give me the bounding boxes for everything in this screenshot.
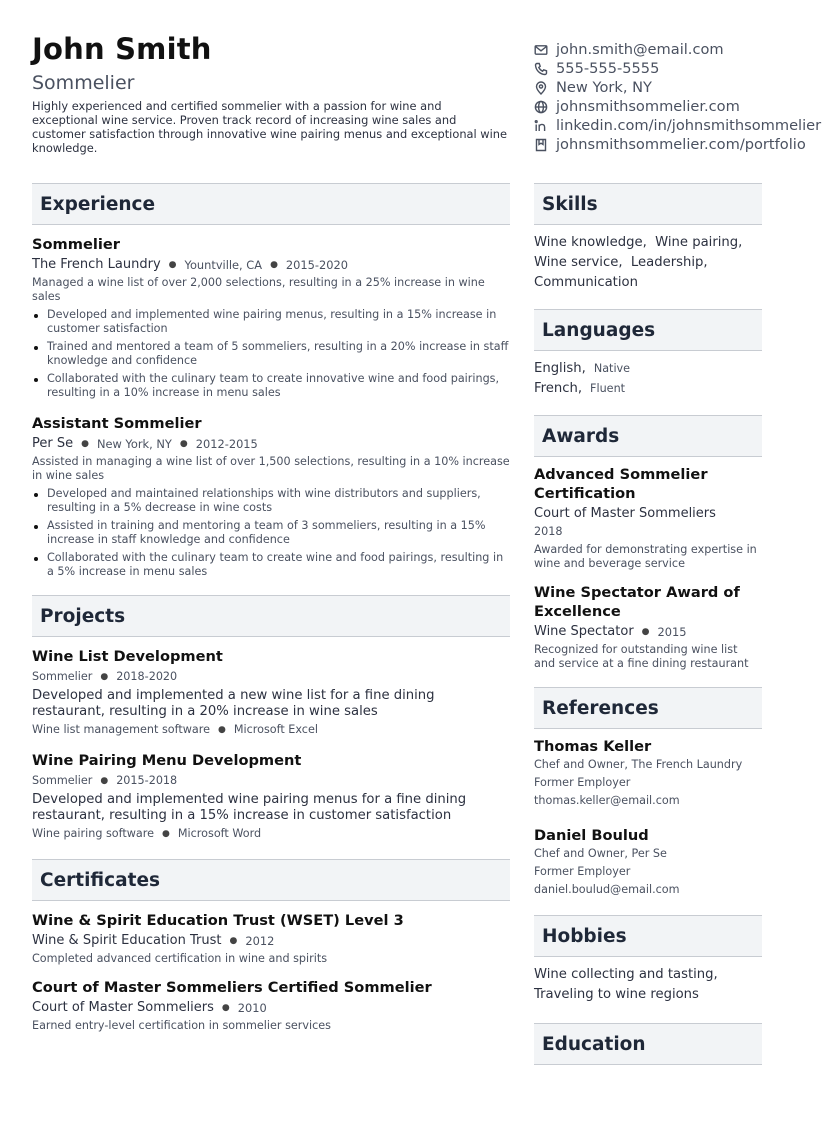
- reference-email[interactable]: thomas.keller@email.com: [534, 794, 680, 807]
- hobby-item: Wine collecting and tasting: [534, 967, 714, 982]
- separator-dot: ●: [81, 439, 89, 449]
- experience-entry: [32, 235, 510, 400]
- portfolio-icon: [534, 138, 548, 152]
- certificate-meta: [32, 932, 510, 950]
- separator-dot: ●: [270, 260, 278, 270]
- project-meta: [32, 772, 510, 790]
- contact-location: [534, 78, 834, 97]
- job-bullet: Developed and implemented wine pairing menus, resulting in a 15% increase in customer satisfaction: [32, 308, 510, 336]
- award-issuer: Court of Master Sommeliers: [534, 506, 716, 521]
- projects-heading: Projects: [32, 595, 510, 637]
- reference-position: Chef and Owner, The French Laundry: [534, 758, 743, 771]
- certificate-issuer: Wine & Spirit Education Trust: [32, 933, 222, 948]
- experience-entry: [32, 414, 510, 579]
- reference-email[interactable]: daniel.boulud@email.com: [534, 883, 680, 896]
- mail-icon: [534, 43, 548, 57]
- languages-list: [534, 359, 762, 399]
- skill-item: Leadership: [630, 255, 704, 270]
- phone-icon: [534, 62, 548, 76]
- certificate-year: 2010: [237, 1001, 267, 1015]
- hobbies-list: Wine collecting and tasting, Traveling to wine regions: [534, 967, 718, 1002]
- certificate-issuer: Court of Master Sommeliers: [32, 1000, 214, 1015]
- globe-icon: [534, 100, 548, 114]
- certificate-title: Wine & Spirit Education Trust (WSET) Level 3: [32, 912, 404, 929]
- skill-item: Wine service: [534, 255, 619, 270]
- project-tools: [32, 723, 510, 737]
- certificate-meta: [32, 999, 510, 1017]
- reference-position: Chef and Owner, Per Se: [534, 847, 667, 860]
- language-item: English , Native: [534, 359, 762, 379]
- reference-name: Daniel Boulud: [534, 827, 649, 844]
- award-entry: [534, 583, 762, 671]
- contact-linkedin-text: linkedin.com/in/johnsmithsommelier: [556, 117, 822, 134]
- separator-dot: ●: [162, 829, 170, 839]
- job-dates: 2012-2015: [195, 437, 258, 451]
- contact-email-text: john.smith@email.com: [556, 41, 724, 58]
- map-pin-icon: [534, 81, 548, 95]
- job-meta: [32, 256, 510, 274]
- reference-entry: [534, 826, 762, 899]
- project-tool: Wine list management software: [32, 723, 210, 736]
- project-meta: [32, 668, 510, 686]
- job-bullet: Assisted in training and mentoring a team of 3 sommeliers, resulting in a 15% increase in staff knowledge and confidence: [32, 519, 510, 547]
- contact-portfolio-text: johnsmithsommelier.com/portfolio: [556, 136, 806, 153]
- award-issuer: Wine Spectator: [534, 624, 634, 639]
- project-entry: [32, 647, 510, 737]
- main-column: [32, 183, 510, 1045]
- job-dates: 2015-2020: [285, 258, 349, 272]
- contact-linkedin[interactable]: [534, 116, 834, 135]
- project-description: Developed and implemented wine pairing menus for a fine dining restaurant, resulting in a 15% increase in customer satisfaction: [32, 792, 467, 823]
- certificates-heading: Certificates: [32, 859, 510, 901]
- reference-relation: Former Employer: [534, 776, 631, 789]
- project-dates: 2015-2018: [116, 774, 178, 787]
- job-meta: [32, 435, 510, 453]
- language-level: Native: [593, 362, 631, 375]
- language-name: English: [534, 361, 582, 376]
- language-name: French: [534, 381, 578, 396]
- company-name: The French Laundry: [32, 257, 161, 272]
- job-bullet: Trained and mentored a team of 5 sommeliers, resulting in a 20% increase in staff knowledge and confidence: [32, 340, 510, 368]
- skill-item: Communication: [534, 275, 638, 290]
- experience-heading: Experience: [32, 183, 510, 225]
- job-summary: Assisted in managing a wine list of over 1,500 selections, resulting in a 10% increase in wine sales: [32, 455, 510, 482]
- job-title: Assistant Sommelier: [32, 415, 202, 432]
- contact-website[interactable]: [534, 97, 834, 116]
- project-tool: Microsoft Word: [177, 827, 262, 840]
- award-title: Advanced Sommelier Certification: [534, 466, 708, 502]
- project-role: Sommelier: [32, 670, 93, 683]
- project-tool: Microsoft Excel: [233, 723, 318, 736]
- references-heading: References: [534, 687, 762, 729]
- separator-dot: ●: [641, 627, 650, 637]
- company-name: Per Se: [32, 436, 74, 451]
- reference-entry: [534, 737, 762, 810]
- languages-heading: Languages: [534, 309, 762, 351]
- candidate-name: John Smith: [32, 32, 212, 66]
- linkedin-icon: [534, 119, 548, 133]
- project-dates: 2018-2020: [116, 670, 178, 683]
- awards-heading: Awards: [534, 415, 762, 457]
- job-bullets: [32, 308, 510, 400]
- separator-dot: ●: [221, 1003, 230, 1013]
- award-description: Recognized for outstanding wine list and service at a fine dining restaurant: [534, 643, 749, 670]
- profile-summary: Highly experienced and certified sommelier with a passion for wine and exceptional wine service. Proven track record of increasing wine sales and customer satisfaction through innovative wine pairing menus and exceptional wine knowledge.: [32, 99, 508, 155]
- separator-dot: ●: [168, 260, 177, 270]
- separator-dot: ●: [179, 439, 188, 449]
- job-bullet: Collaborated with the culinary team to create wine and food pairings, resulting in a 5% increase in menu sales: [32, 551, 510, 579]
- project-role: Sommelier: [32, 774, 93, 787]
- contact-phone-text: 555-555-5555: [556, 60, 660, 77]
- certificate-entry: [32, 911, 510, 966]
- contact-portfolio[interactable]: [534, 135, 834, 154]
- separator-dot: ●: [217, 725, 226, 735]
- contact-phone[interactable]: [534, 59, 834, 78]
- certificate-description: Earned entry-level certification in sommelier services: [32, 1019, 331, 1032]
- language-level: Fluent: [590, 382, 626, 395]
- certificate-entry: [32, 978, 510, 1033]
- project-tools: [32, 827, 510, 841]
- contact-location-text: New York, NY: [556, 79, 652, 96]
- award-year: 2015: [657, 625, 687, 639]
- project-description: Developed and implemented a new wine list for a fine dining restaurant, resulting in a 20% increase in wine sales: [32, 688, 435, 719]
- education-heading: Education: [534, 1023, 762, 1065]
- job-bullet: Collaborated with the culinary team to create innovative wine and food pairings, resulting in a 10% increase in menu sales: [32, 372, 510, 400]
- award-year: 2018: [534, 525, 563, 538]
- award-meta: [534, 623, 762, 641]
- award-entry: [534, 465, 762, 571]
- job-title: Sommelier: [32, 236, 120, 253]
- job-summary: Managed a wine list of over 2,000 selections, resulting in a 25% increase in wine sales: [32, 276, 485, 303]
- candidate-title: Sommelier: [32, 72, 135, 94]
- skill-item: Wine knowledge: [534, 235, 643, 250]
- certificate-title: Court of Master Sommeliers Certified Sommelier: [32, 979, 432, 996]
- separator-dot: ●: [229, 936, 238, 946]
- separator-dot: ●: [100, 776, 109, 786]
- project-entry: [32, 751, 510, 841]
- contact-website-text: johnsmithsommelier.com: [556, 98, 740, 115]
- reference-relation: Former Employer: [534, 865, 631, 878]
- skills-list: Wine knowledge, Wine pairing, Wine service, Leadership, Communication: [534, 235, 743, 290]
- project-title: Wine Pairing Menu Development: [32, 752, 302, 769]
- certificate-description: Completed advanced certification in wine and spirits: [32, 952, 328, 965]
- reference-name: Thomas Keller: [534, 738, 652, 755]
- contact-email[interactable]: [534, 40, 834, 59]
- separator-dot: ●: [100, 672, 109, 682]
- project-tool: Wine pairing software: [32, 827, 155, 840]
- project-title: Wine List Development: [32, 648, 223, 665]
- hobby-item: Traveling to wine regions: [534, 987, 699, 1002]
- award-description: Awarded for demonstrating expertise in wine and beverage service: [534, 543, 757, 570]
- hobbies-heading: Hobbies: [534, 915, 762, 957]
- certificate-year: 2012: [245, 934, 275, 948]
- side-column: [534, 183, 762, 1073]
- contact-list: [534, 40, 834, 154]
- skill-item: Wine pairing: [655, 235, 739, 250]
- job-location: Yountville, CA: [184, 258, 263, 272]
- job-bullets: [32, 487, 510, 579]
- job-bullet: Developed and maintained relationships with wine distributors and suppliers, resulting in a 5% decrease in wine costs: [32, 487, 510, 515]
- skills-heading: Skills: [534, 183, 762, 225]
- award-title: Wine Spectator Award of Excellence: [534, 584, 740, 620]
- job-location: New York, NY: [96, 437, 172, 451]
- language-item: French , Fluent: [534, 379, 762, 399]
